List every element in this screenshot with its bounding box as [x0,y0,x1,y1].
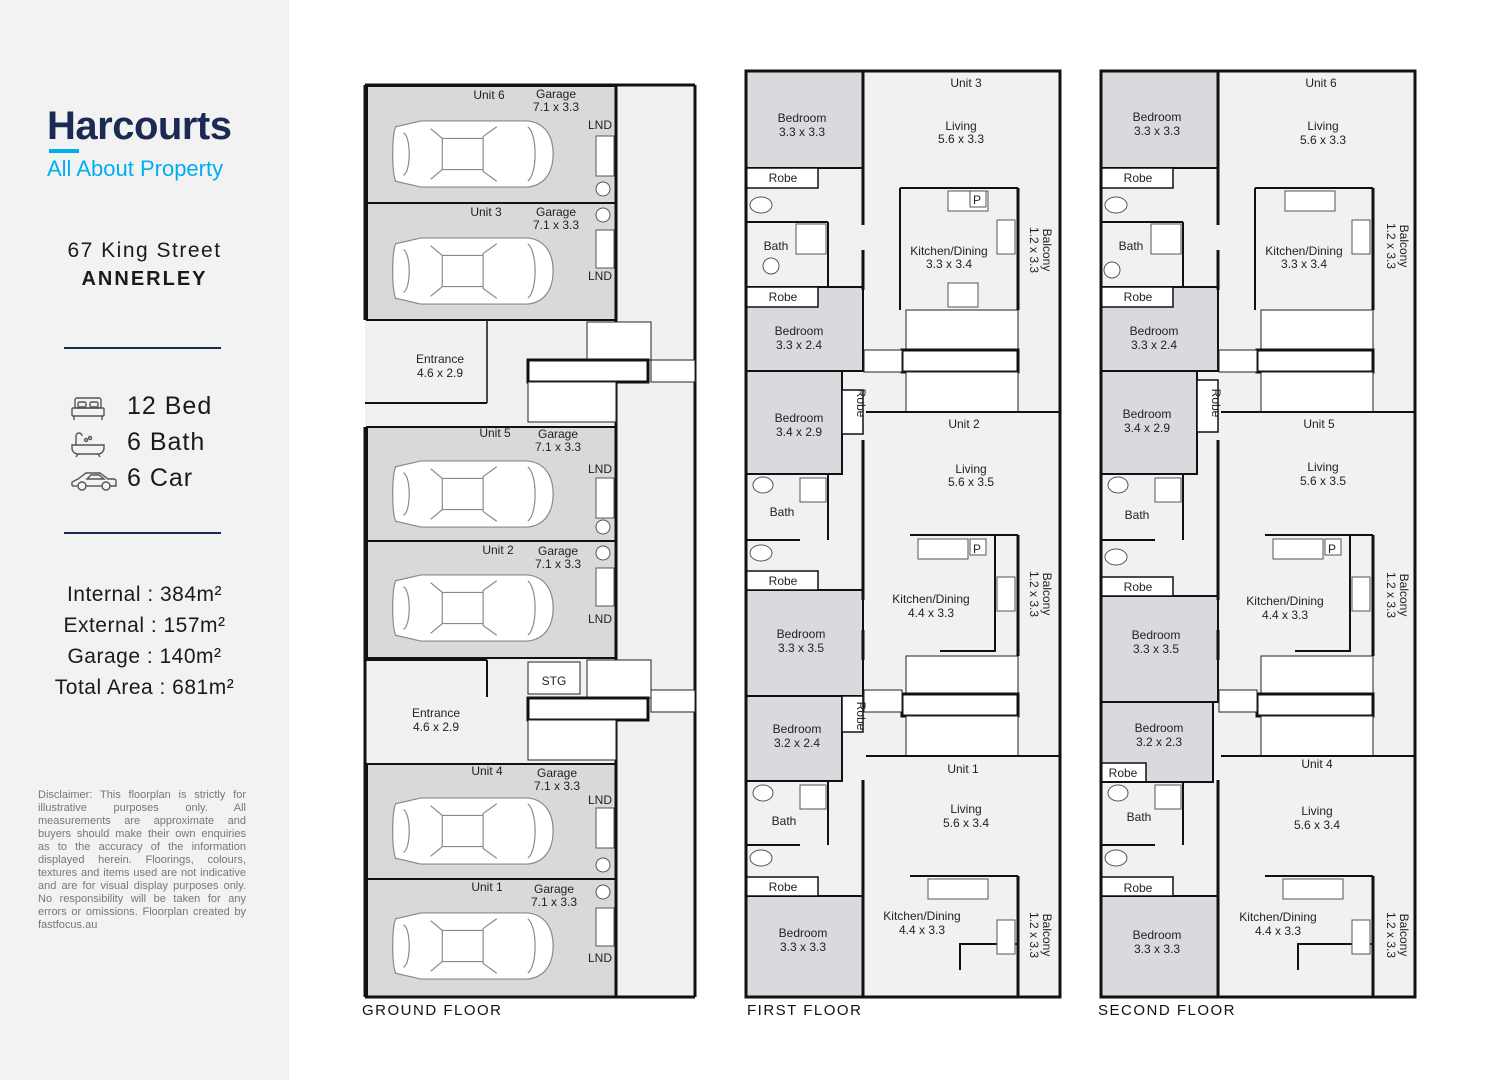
car-symbol [393,121,553,187]
bedroom-name: Bedroom [774,324,824,338]
kitchen-name: Kitchen/Dining [1265,244,1343,258]
bedroom-name: Bedroom [1132,110,1182,124]
garage-name: Garage [536,766,578,780]
brand-name: Harcourts [47,104,232,148]
address-street: 67 King Street [67,239,222,262]
bedroom-dims: 3.4 x 2.9 [1123,421,1171,435]
unit-label: Unit 2 [948,417,980,431]
bath-label: Bath [763,239,789,253]
area-internal: Internal : 384m² [66,583,223,606]
kitchen-dims: 4.4 x 3.3 [1254,924,1302,938]
feature-car-text: 6 Car [127,464,194,492]
bath-label: Bath [1126,810,1152,824]
garage-name: Garage [535,87,577,101]
laundry-label: LND [587,462,613,476]
robe-label: Robe [854,388,868,418]
bedroom-dims: 3.3 x 3.5 [1132,642,1180,656]
robe-label: Robe [1123,881,1153,895]
balcony-dims: 1.2 x 3.3 [1384,911,1398,959]
kitchen-name: Kitchen/Dining [1239,910,1317,924]
kitchen-name: Kitchen/Dining [910,244,988,258]
balcony-dims: 1.2 x 3.3 [1384,222,1398,270]
laundry-label: LND [587,269,613,283]
robe-label: Robe [768,880,798,894]
ground-floor-plan [362,85,695,1019]
entrance-name: Entrance [411,706,461,720]
area-garage: Garage : 140m² [67,645,222,668]
laundry-label: LND [587,118,613,132]
balcony-name: Balcony [1397,573,1411,617]
bedroom-dims: 3.3 x 3.3 [779,940,827,954]
living-name: Living [1307,119,1339,133]
garage-unit-label: Unit 5 [479,426,511,440]
bath-label: Bath [769,505,795,519]
entrance-dims: 4.6 x 2.9 [416,366,464,380]
robe-label: Robe [768,574,798,588]
garage-unit-label: Unit 3 [470,205,502,219]
living-dims: 5.6 x 3.5 [1299,474,1347,488]
living-dims: 5.6 x 3.4 [942,816,990,830]
first-floor-title: FIRST FLOOR [747,1002,863,1019]
garage-dims: 7.1 x 3.3 [533,779,581,793]
unit-label: Unit 6 [1305,76,1337,90]
robe-label: Robe [1108,766,1138,780]
living-dims: 5.6 x 3.5 [947,475,995,489]
laundry-label: LND [587,612,613,626]
car-symbol [393,575,553,641]
garage-name: Garage [533,882,575,896]
garage-unit-label: Unit 2 [482,543,514,557]
kitchen-dims: 3.3 x 3.4 [925,257,973,271]
living-dims: 5.6 x 3.3 [937,132,985,146]
laundry-label: LND [587,793,613,807]
kitchen-name: Kitchen/Dining [892,592,970,606]
garage-name: Garage [537,427,579,441]
entrance-dims: 4.6 x 2.9 [412,720,460,734]
living-dims: 5.6 x 3.4 [1293,818,1341,832]
garage-name: Garage [537,544,579,558]
storage-label: STG [541,674,567,688]
balcony-name: Balcony [1040,228,1054,272]
bedroom-name: Bedroom [778,926,828,940]
garage-unit-label: Unit 1 [471,880,503,894]
living-name: Living [945,119,977,133]
first-floor-plan [746,71,1060,1019]
bedroom-name: Bedroom [1122,407,1172,421]
second-floor-plan [1098,71,1415,1019]
garage-unit-label: Unit 6 [473,88,505,102]
car-symbol [393,461,553,527]
balcony-dims: 1.2 x 3.3 [1384,571,1398,619]
balcony-dims: 1.2 x 3.3 [1027,226,1041,274]
unit-label: Unit 5 [1303,417,1335,431]
garage-dims: 7.1 x 3.3 [534,440,582,454]
balcony-name: Balcony [1040,572,1054,616]
second-floor-title: SECOND FLOOR [1098,1002,1237,1019]
bath-label: Bath [1118,239,1144,253]
garage-dims: 7.1 x 3.3 [532,218,580,232]
unit-label: Unit 4 [1301,757,1333,771]
garage-unit-label: Unit 4 [471,764,503,778]
pantry-label: P [972,542,982,556]
robe-label: Robe [768,290,798,304]
area-total: Total Area : 681m² [54,676,235,699]
balcony-dims: 1.2 x 3.3 [1027,911,1041,959]
address-suburb: ANNERLEY [81,268,208,290]
balcony-name: Balcony [1397,913,1411,957]
bedroom-dims: 3.3 x 2.4 [775,338,823,352]
garage-dims: 7.1 x 3.3 [534,557,582,571]
garage-dims: 7.1 x 3.3 [530,895,578,909]
living-name: Living [1307,460,1339,474]
bedroom-dims: 3.2 x 2.4 [773,736,821,750]
balcony-name: Balcony [1397,224,1411,268]
bedroom-dims: 3.3 x 3.5 [777,641,825,655]
unit-label: Unit 3 [950,76,982,90]
bedroom-dims: 3.3 x 3.3 [778,125,826,139]
robe-label: Robe [1123,290,1153,304]
bath-label: Bath [1124,508,1150,522]
bedroom-dims: 3.3 x 3.3 [1133,942,1181,956]
robe-label: Robe [854,701,868,731]
bedroom-dims: 3.3 x 3.3 [1133,124,1181,138]
bedroom-name: Bedroom [777,111,827,125]
robe-label: Robe [768,171,798,185]
kitchen-name: Kitchen/Dining [883,909,961,923]
car-symbol [393,798,553,864]
area-external: External : 157m² [63,614,226,637]
bath-label: Bath [771,814,797,828]
balcony-name: Balcony [1040,913,1054,957]
bedroom-dims: 3.4 x 2.9 [775,425,823,439]
laundry-label: LND [587,951,613,965]
bedroom-name: Bedroom [1134,721,1184,735]
bedroom-name: Bedroom [1132,928,1182,942]
car-symbol [393,913,553,979]
kitchen-dims: 3.3 x 3.4 [1280,257,1328,271]
kitchen-name: Kitchen/Dining [1246,594,1324,608]
bedroom-name: Bedroom [1129,324,1179,338]
pantry-label: P [972,193,982,207]
bedroom-name: Bedroom [1131,628,1181,642]
car-symbol [393,238,553,304]
ground-floor-title: GROUND FLOOR [362,1002,503,1019]
robe-label: Robe [1123,171,1153,185]
robe-label: Robe [1209,388,1223,418]
kitchen-dims: 4.4 x 3.3 [907,606,955,620]
living-dims: 5.6 x 3.3 [1299,133,1347,147]
robe-label: Robe [1123,580,1153,594]
balcony-dims: 1.2 x 3.3 [1027,570,1041,618]
garage-name: Garage [535,205,577,219]
feature-bath-text: 6 Bath [127,428,206,456]
living-name: Living [955,462,987,476]
feature-bed-text: 12 Bed [127,392,213,420]
kitchen-dims: 4.4 x 3.3 [898,923,946,937]
bedroom-name: Bedroom [774,411,824,425]
garage-dims: 7.1 x 3.3 [532,100,580,114]
kitchen-dims: 4.4 x 3.3 [1261,608,1309,622]
bedroom-name: Bedroom [772,722,822,736]
pantry-label: P [1327,542,1337,556]
entrance-name: Entrance [415,352,465,366]
bedroom-dims: 3.2 x 2.3 [1135,735,1183,749]
unit-label: Unit 1 [947,762,979,776]
bedroom-dims: 3.3 x 2.4 [1130,338,1178,352]
living-name: Living [1301,804,1333,818]
bedroom-name: Bedroom [776,627,826,641]
brand-tagline: All About Property [47,156,224,181]
disclaimer-text: Disclaimer: This floorplan is strictly for illustrative purposes only. All measurements are approximate and buyers should make their own enquiries as to the accuracy of the information displayed herein. Floorings, colours, textures and items used are not indicative and are for visual display purposes only. No responsibility will be taken for any errors or omissions. Floorplan created by fastfocus.au [38,789,246,931]
living-name: Living [950,802,982,816]
